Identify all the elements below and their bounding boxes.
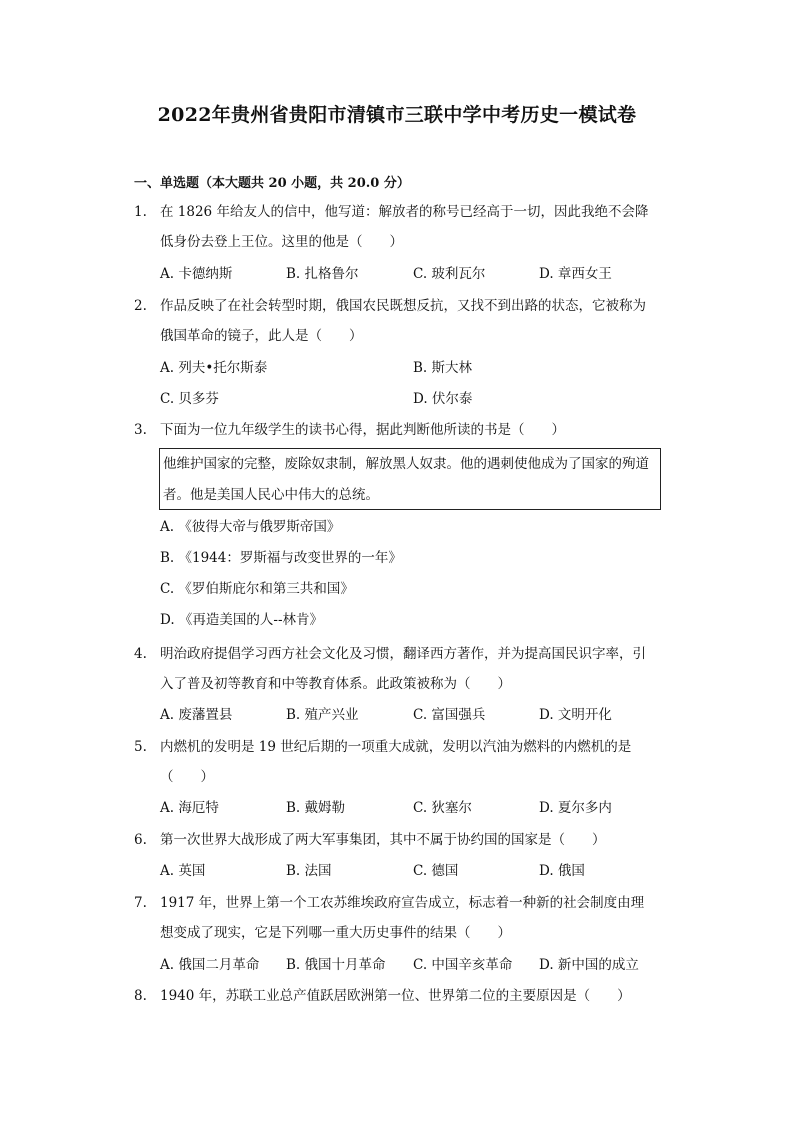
question-text-line: 下面为一位九年级学生的读书心得，据此判断他所读的书是（ ） bbox=[160, 422, 565, 438]
question-text-line: 在 1826 年给友人的信中，他写道：解放者的称号已经高于一切，因此我绝不会降 bbox=[160, 204, 649, 220]
quote-line: 他维护国家的完整，废除奴隶制，解放黑人奴隶。他的遇刺使他成为了国家的殉道 bbox=[163, 456, 649, 472]
option-c[interactable]: C. 《罗伯斯庇尔和第三共和国》 bbox=[160, 581, 354, 597]
question-number: 2. bbox=[134, 298, 147, 314]
question-text-line: 低身份去登上王位。这里的他是（ ） bbox=[160, 234, 403, 250]
question-text-line: 作品反映了在社会转型时期，俄国农民既想反抗，又找不到出路的状态，它被称为 bbox=[160, 298, 646, 314]
option-a[interactable]: A. 废藩置县 bbox=[160, 707, 233, 723]
option-d[interactable]: D. 夏尔多内 bbox=[539, 800, 612, 816]
option-a[interactable]: A. 卡德纳斯 bbox=[160, 266, 233, 282]
option-b[interactable]: B. 殖产兴业 bbox=[286, 707, 359, 723]
question-text-line: 俄国革命的镜子，此人是（ ） bbox=[160, 328, 363, 344]
question-text-line: （ ） bbox=[160, 769, 214, 785]
question-text-line: 明治政府提倡学习西方社会文化及习惯，翻译西方著作，并为提高国民识字率，引 bbox=[160, 646, 646, 662]
option-d[interactable]: D. 伏尔泰 bbox=[413, 391, 473, 407]
option-b[interactable]: B. 戴姆勒 bbox=[286, 800, 346, 816]
option-b[interactable]: B. 斯大林 bbox=[413, 360, 473, 376]
option-d[interactable]: D. 《再造美国的人--林肯》 bbox=[160, 612, 324, 628]
question-text-line: 内燃机的发明是 19 世纪后期的一项重大成就，发明以汽油为燃料的内燃机的是 bbox=[160, 739, 632, 755]
option-c[interactable]: C. 富国强兵 bbox=[413, 707, 486, 723]
option-d[interactable]: D. 新中国的成立 bbox=[539, 957, 639, 973]
quote-line: 者。他是美国人民心中伟大的总统。 bbox=[163, 487, 379, 503]
option-d[interactable]: D. 俄国 bbox=[539, 863, 585, 879]
option-c[interactable]: C. 狄塞尔 bbox=[413, 800, 472, 816]
option-c[interactable]: C. 玻利瓦尔 bbox=[413, 266, 486, 282]
question-number: 3. bbox=[134, 422, 147, 438]
option-b[interactable]: B. 法国 bbox=[286, 863, 332, 879]
question-number: 7. bbox=[134, 895, 147, 911]
question-text-line: 想变成了现实，它是下列哪一重大历史事件的结果（ ） bbox=[160, 925, 511, 941]
page-title: 2022年贵州省贵阳市清镇市三联中学中考历史一模试卷 bbox=[157, 104, 637, 126]
reading-note-box bbox=[159, 448, 661, 510]
option-c[interactable]: C. 德国 bbox=[413, 863, 459, 879]
option-a[interactable]: A. 俄国二月革命 bbox=[160, 957, 260, 973]
option-d[interactable]: D. 文明开化 bbox=[539, 707, 612, 723]
option-b[interactable]: B. 俄国十月革命 bbox=[286, 957, 386, 973]
option-b[interactable]: B. 《1944：罗斯福与改变世界的一年》 bbox=[160, 550, 402, 566]
option-a[interactable]: A. 海厄特 bbox=[160, 800, 219, 816]
option-d[interactable]: D. 章西女王 bbox=[539, 266, 612, 282]
section-heading: 一、单选题（本大题共 20 小题，共 20.0 分） bbox=[134, 176, 410, 191]
question-number: 6. bbox=[134, 832, 147, 848]
question-number: 8. bbox=[134, 988, 147, 1004]
question-text-line: 第一次世界大战形成了两大军事集团，其中不属于协约国的国家是（ ） bbox=[160, 832, 606, 848]
option-a[interactable]: A. 列夫•托尔斯泰 bbox=[160, 360, 268, 376]
question-text-line: 1917 年，世界上第一个工农苏维埃政府宣告成立，标志着一种新的社会制度由理 bbox=[160, 895, 645, 911]
question-text-line: 1940 年，苏联工业总产值跃居欧洲第一位、世界第二位的主要原因是（ ） bbox=[160, 988, 631, 1004]
option-a[interactable]: A. 英国 bbox=[160, 863, 206, 879]
question-number: 4. bbox=[134, 646, 147, 662]
question-number: 5. bbox=[134, 739, 147, 755]
option-b[interactable]: B. 扎格鲁尔 bbox=[286, 266, 359, 282]
option-a[interactable]: A. 《彼得大帝与俄罗斯帝国》 bbox=[160, 519, 341, 535]
question-text-line: 入了普及初等教育和中等教育体系。此政策被称为（ ） bbox=[160, 676, 511, 692]
option-c[interactable]: C. 贝多芬 bbox=[160, 391, 219, 407]
question-number: 1. bbox=[134, 204, 147, 220]
option-c[interactable]: C. 中国辛亥革命 bbox=[413, 957, 513, 973]
